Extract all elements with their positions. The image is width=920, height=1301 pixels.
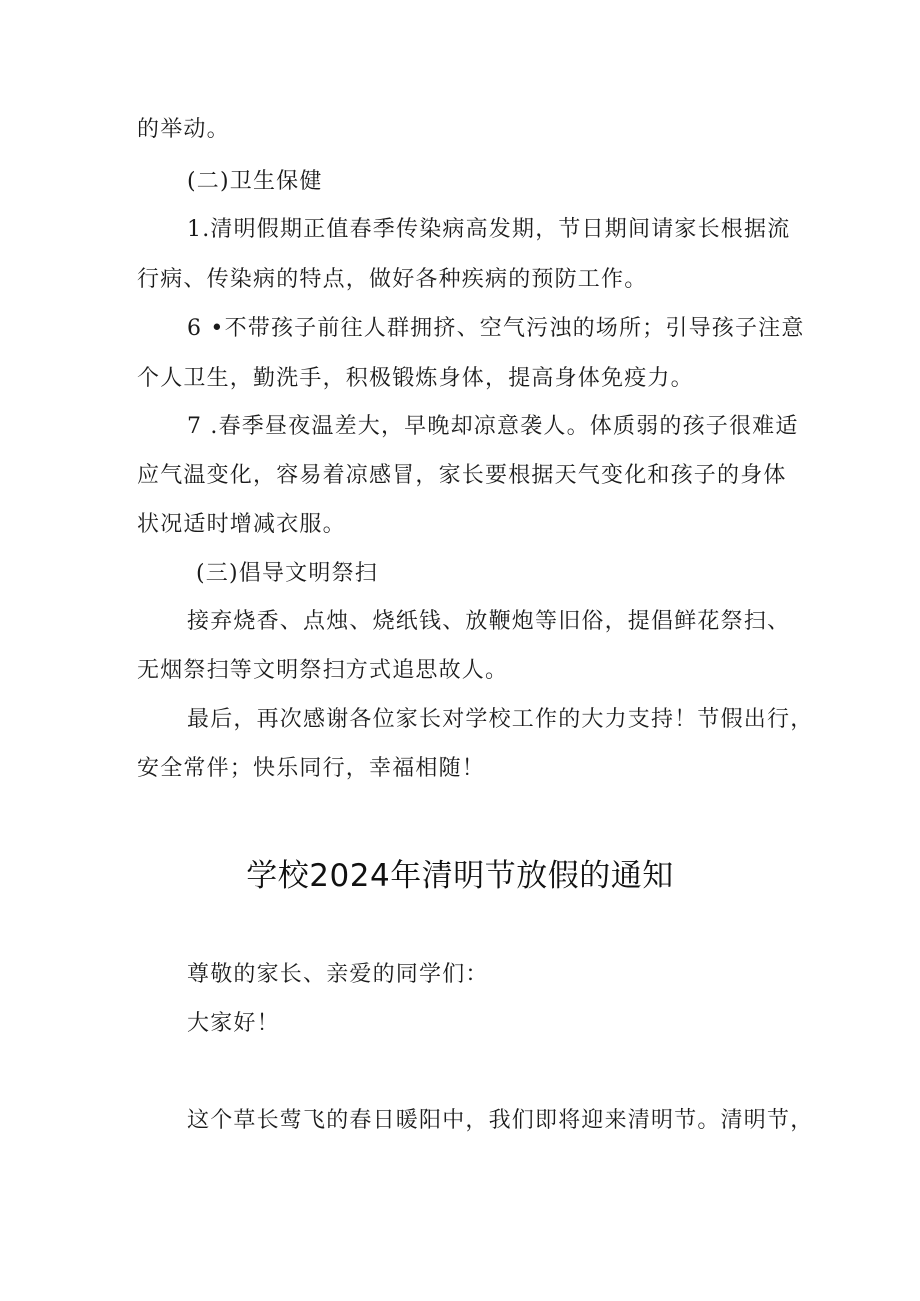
continuation-line: 的举动。: [137, 117, 230, 142]
paragraph-line: 无烟祭扫等文明祭扫方式追思故人。: [137, 658, 509, 683]
paragraph-line: 应气温变化，容易着凉感冒，家长要根据天气变化和孩子的身体: [137, 463, 787, 488]
closing-line: 最后，再次感谢各位家长对学校工作的大力支持！节假出行，: [187, 707, 814, 732]
paragraph-line: 个人卫生，勤洗手，积极锻炼身体，提高身体免疫力。: [137, 366, 694, 391]
paragraph-line: 1.清明假期正值春季传染病高发期，节日期间请家长根据流: [187, 217, 791, 242]
paragraph-line: 接弃烧香、点烛、烧纸钱、放鞭炮等旧俗，提倡鲜花祭扫、: [187, 609, 791, 634]
section-heading-health: (二)卫生保健: [187, 169, 323, 194]
greeting: 大家好！: [187, 1011, 280, 1036]
paragraph-line: 行病、传染病的特点，做好各种疾病的预防工作。: [137, 267, 648, 292]
closing-line: 安全常伴；快乐同行，幸福相随！: [137, 756, 486, 781]
intro-line: 这个草长莺飞的春日暖阳中，我们即将迎来清明节。清明节，: [187, 1108, 814, 1133]
paragraph-line: 6 •不带孩子前往人群拥挤、空气污浊的场所；引导孩子注意: [187, 316, 805, 341]
paragraph-line: 状况适时增减衣服。: [137, 512, 346, 537]
section-heading-civilized-sweeping: (三)倡导文明祭扫: [196, 561, 378, 586]
salutation: 尊敬的家长、亲爱的同学们：: [187, 962, 489, 987]
notice-title: 学校2024年清明节放假的通知: [246, 858, 674, 894]
paragraph-line: 7 .春季昼夜温差大，早晚却凉意袭人。体质弱的孩子很难适: [187, 414, 799, 439]
